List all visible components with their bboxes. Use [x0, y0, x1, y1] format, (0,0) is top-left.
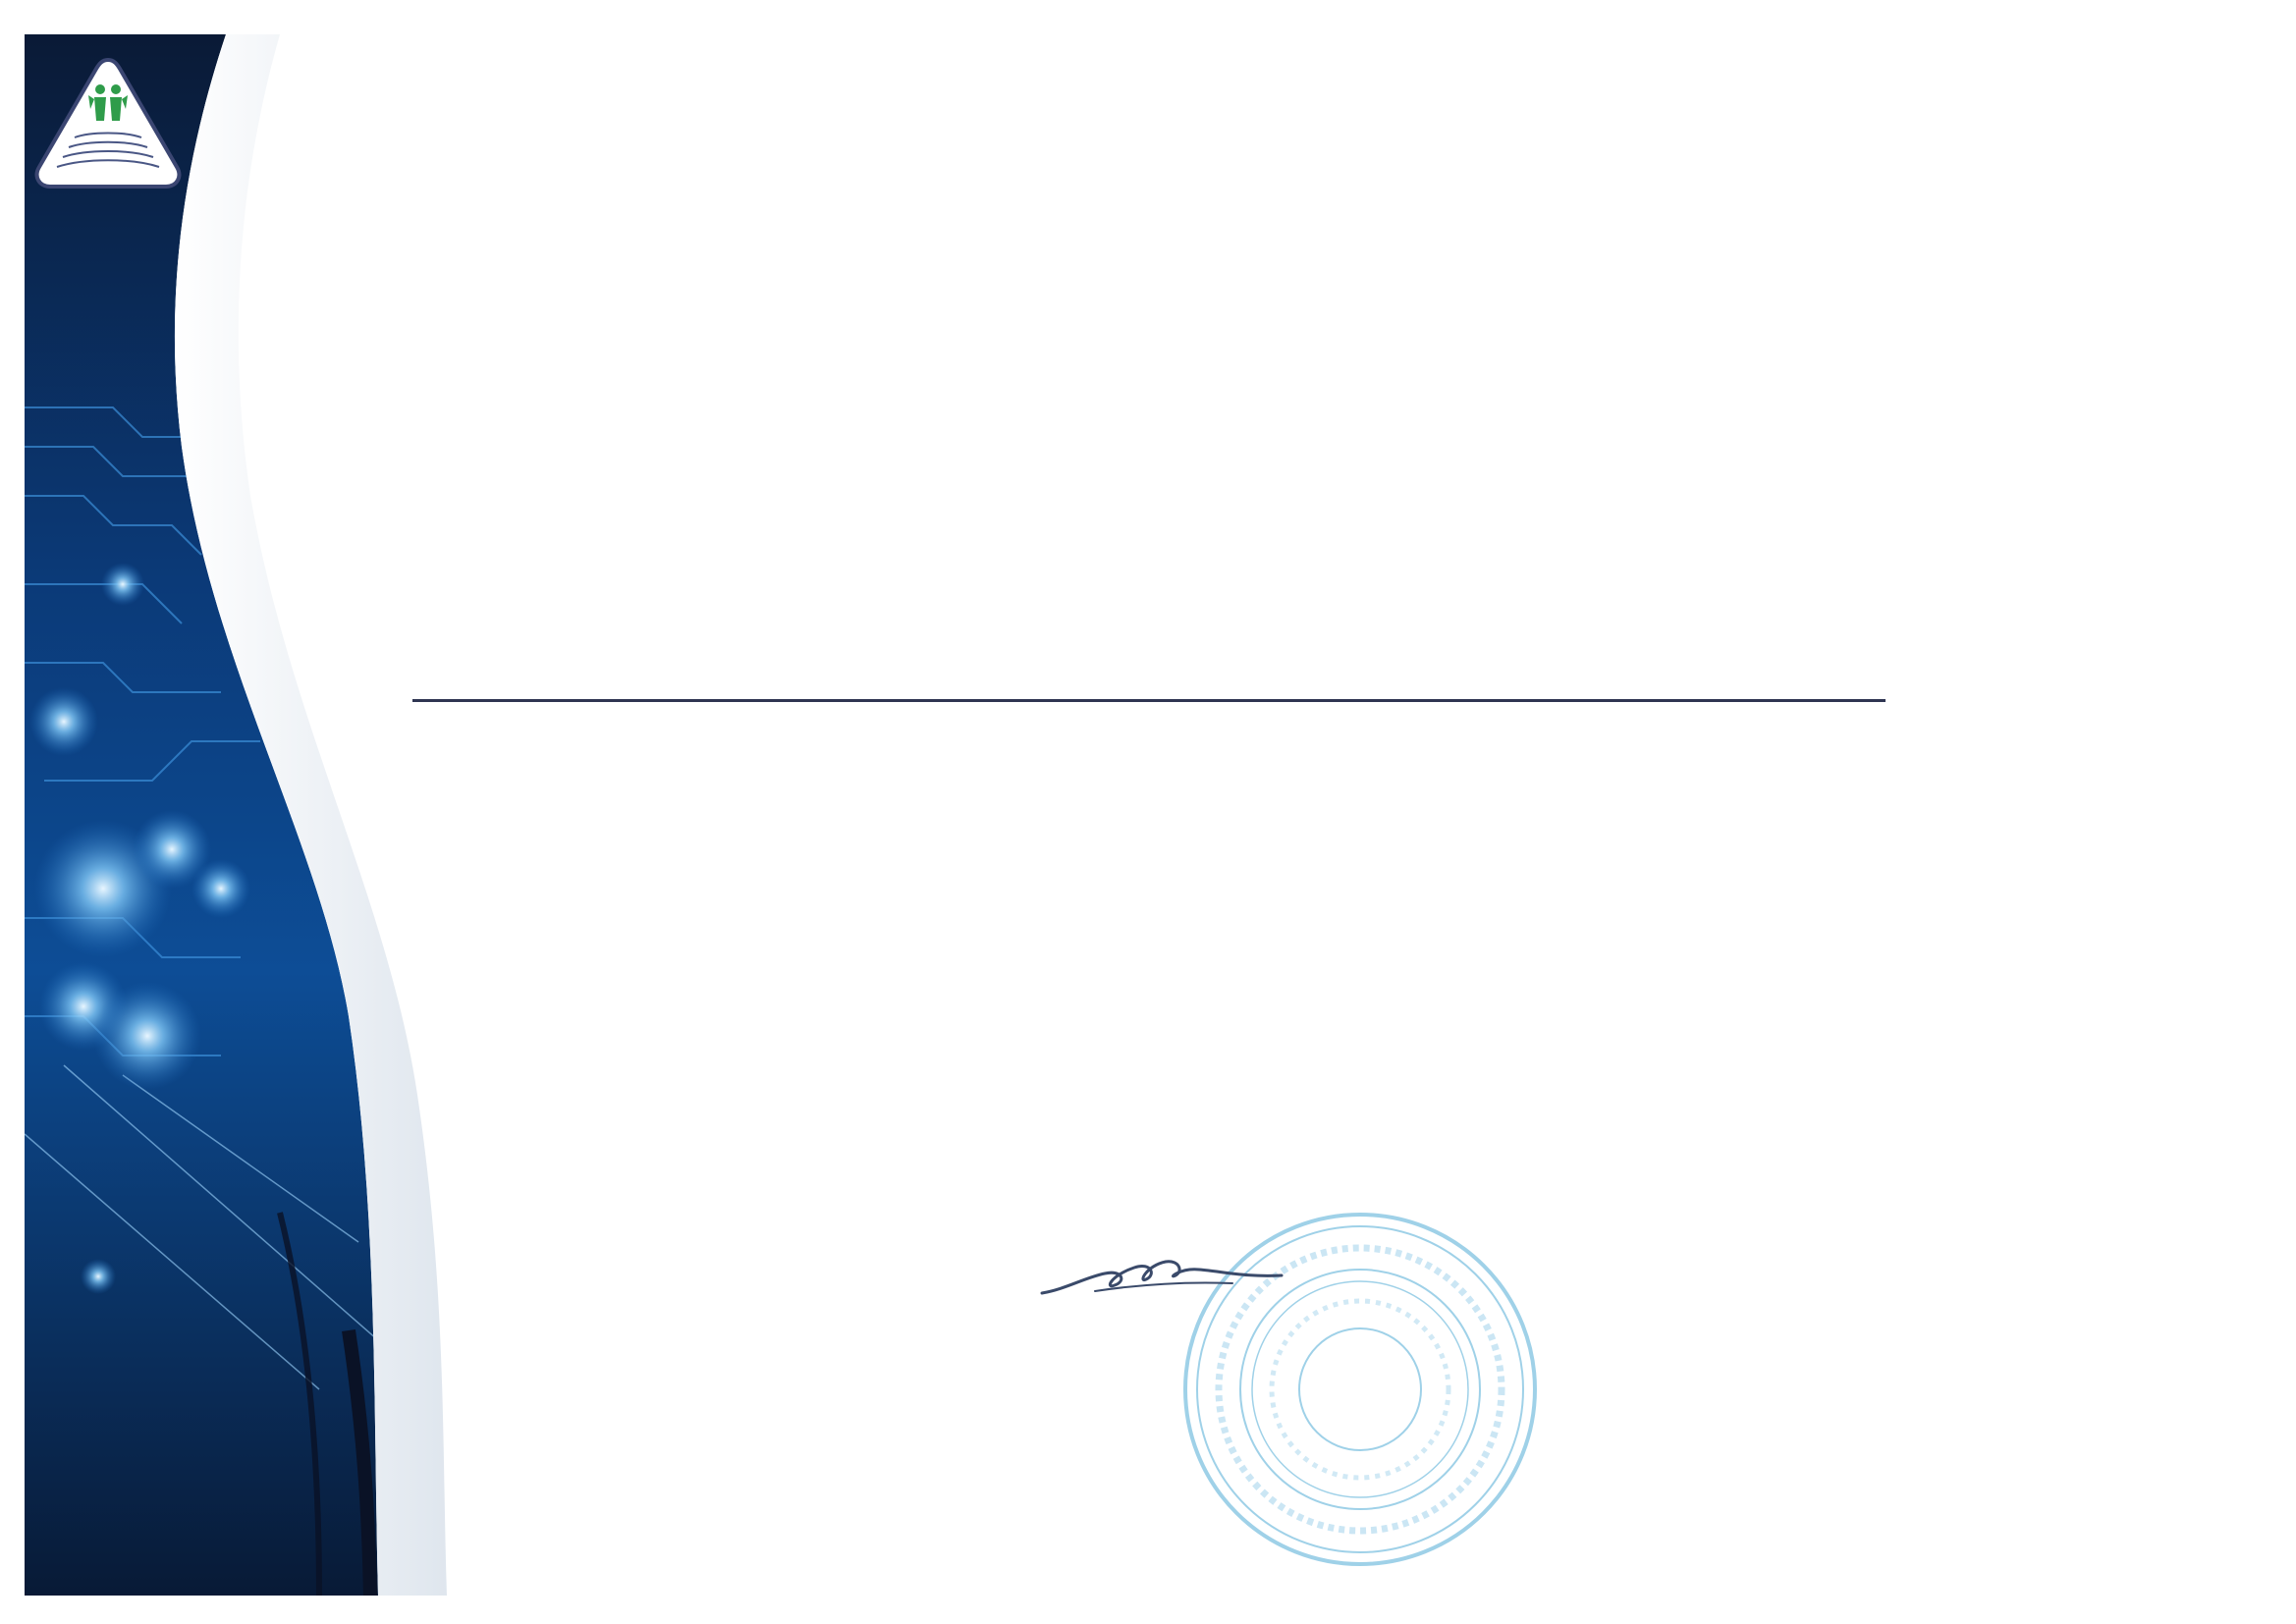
rector-signature-icon: [1036, 1232, 1291, 1311]
decorative-side-band: [25, 34, 614, 1596]
recipient-underline: [412, 699, 1886, 702]
institute-logo-icon: [29, 54, 187, 201]
